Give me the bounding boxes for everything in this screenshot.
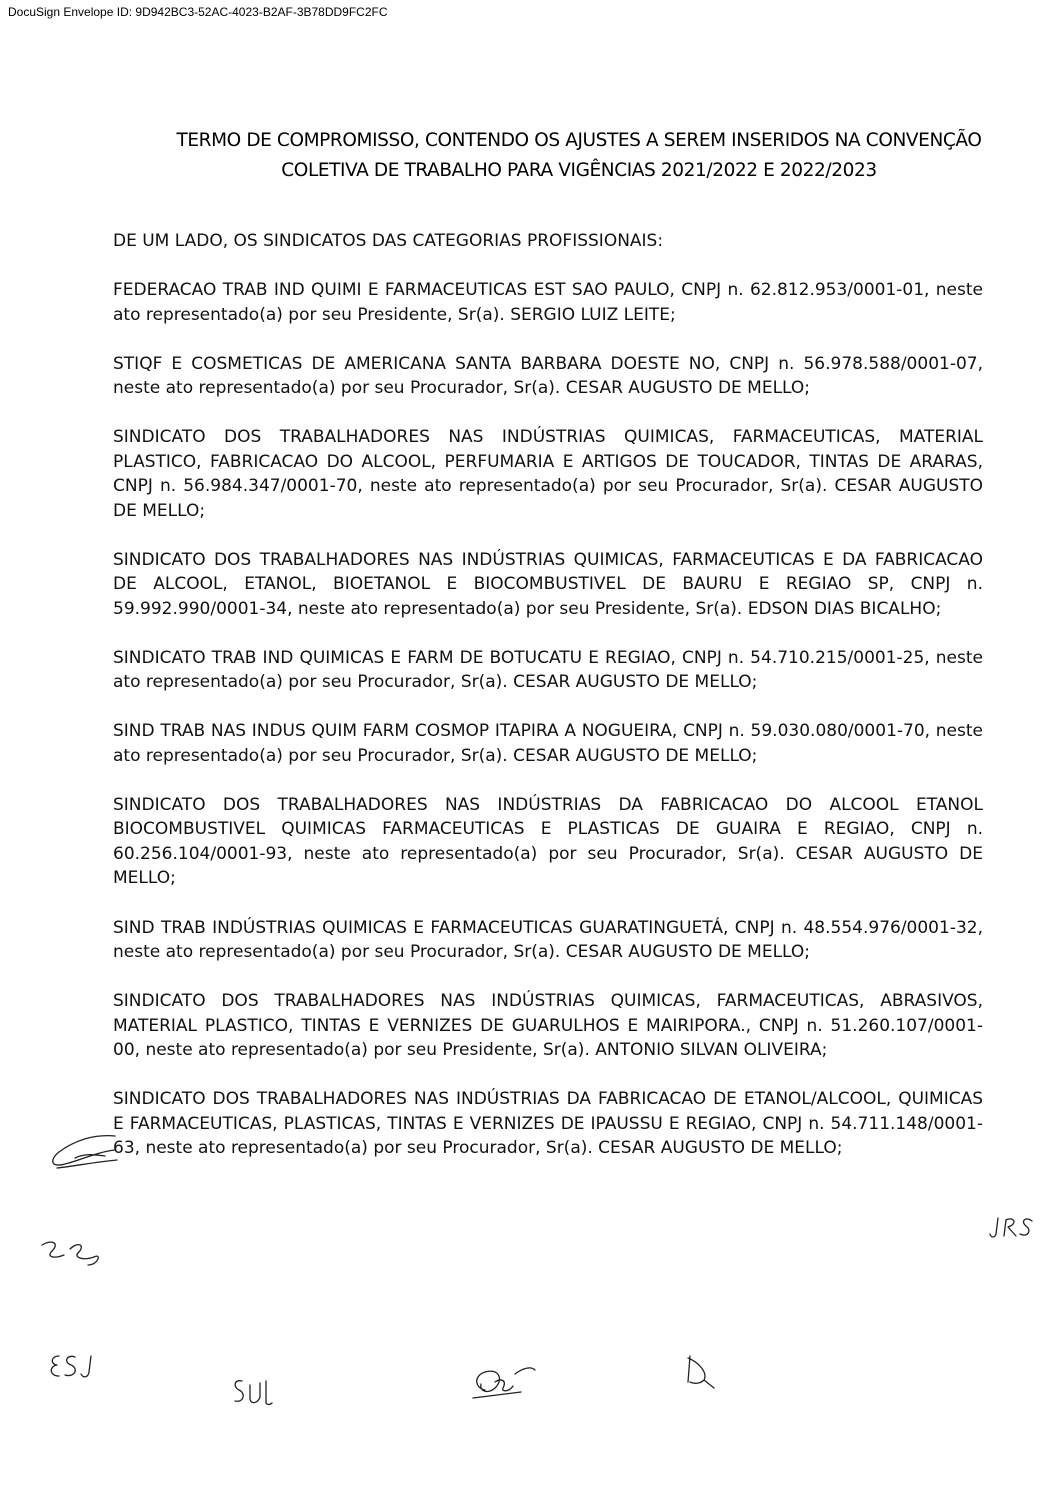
party-paragraph: SIND TRAB INDÚSTRIAS QUIMICAS E FARMACEUTICAS GUARATINGUETÁ, CNPJ n. 48.554.976/0001-32, neste ato representado(a) por seu Procurador, Sr(a). CESAR AUGUSTO DE MELLO; (113, 917, 983, 962)
party-paragraph: SINDICATO DOS TRABALHADORES NAS INDÚSTRIAS QUIMICAS, FARMACEUTICAS E DA FABRICACAO DE ALCOOL, ETANOL, BIOETANOL E BIOCOMBUSTIVEL DE BAURU E REGIAO SP, CNPJ n. 59.992.990/0001-34, neste ato representado(a) por seu Presidente, Sr(a). EDSON DIAS BICALHO; (113, 549, 983, 619)
party-paragraph: SIND TRAB NAS INDUS QUIM FARM COSMOP ITAPIRA A NOGUEIRA, CNPJ n. 59.030.080/0001-70, neste ato representado(a) por seu Procurador, Sr(a). CESAR AUGUSTO DE MELLO; (113, 721, 983, 766)
party-paragraph: SINDICATO DOS TRABALHADORES NAS INDÚSTRIAS QUIMICAS, FARMACEUTICAS, MATERIAL PLASTICO, FABRICACAO DO ALCOOL, PERFUMARIA E ARTIGOS DE TOUCADOR, TINTAS DE ARARAS, CNPJ n. 56.984.347/0001-70, neste ato representado(a) por seu Procurador, Sr(a). CESAR AUGUSTO DE MELLO; (113, 427, 983, 521)
handwritten-signature-bottom (465, 1360, 540, 1410)
docusign-envelope-id: DocuSign Envelope ID: 9D942BC3-52AC-4023-B2AF-3B78DD9FC2FC (8, 5, 388, 19)
initials-left-margin (47, 1350, 97, 1387)
initials-right-margin (988, 1212, 1038, 1247)
handwritten-mark-bottom-right (678, 1352, 723, 1397)
handwritten-mark-left (38, 1235, 108, 1280)
title-line-1: TERMO DE COMPROMISSO, CONTENDO OS AJUSTES A SEREM INSERIDOS NA CONVENÇÃO (176, 130, 982, 151)
handwritten-signature-scribble (45, 1130, 125, 1185)
intro-heading: DE UM LADO, OS SINDICATOS DAS CATEGORIAS PROFISSIONAIS: (113, 231, 664, 251)
party-paragraph: FEDERACAO TRAB IND QUIMI E FARMACEUTICAS EST SAO PAULO, CNPJ n. 62.812.953/0001-01, neste ato representado(a) por seu Presidente, Sr(a). SERGIO LUIZ LEITE; (113, 280, 983, 325)
document-body (113, 229, 983, 1185)
document-title (100, 126, 1058, 186)
initials-bottom-left (230, 1375, 275, 1415)
party-paragraph: SINDICATO DOS TRABALHADORES NAS INDÚSTRIAS QUIMICAS, FARMACEUTICAS, ABRASIVOS, MATERIAL PLASTICO, TINTAS E VERNIZES DE GUARULHOS E MAIRIPORA., CNPJ n. 51.260.107/0001-00, neste ato representado(a) por seu Presidente, Sr(a). ANTONIO SILVAN OLIVEIRA; (113, 991, 983, 1060)
party-paragraph: STIQF E COSMETICAS DE AMERICANA SANTA BARBARA DOESTE NO, CNPJ n. 56.978.588/0001-07, neste ato representado(a) por seu Procurador, Sr(a). CESAR AUGUSTO DE MELLO; (113, 353, 983, 399)
party-paragraph: SINDICATO TRAB IND QUIMICAS E FARM DE BOTUCATU E REGIAO, CNPJ n. 54.710.215/0001-25, neste ato representado(a) por seu Procurador, Sr(a). CESAR AUGUSTO DE MELLO; (113, 647, 983, 693)
party-paragraph: SINDICATO DOS TRABALHADORES NAS INDÚSTRIAS DA FABRICACAO DO ALCOOL ETANOL BIOCOMBUSTIVEL QUIMICAS FARMACEUTICAS E PLASTICAS DE GUAIRA E REGIAO, CNPJ n. 60.256.104/0001-93, neste ato representado(a) por seu Procurador, Sr(a). CESAR AUGUSTO DE MELLO; (113, 795, 983, 889)
party-paragraph: SINDICATO DOS TRABALHADORES NAS INDÚSTRIAS DA FABRICACAO DE ETANOL/ALCOOL, QUIMICAS E FARMACEUTICAS, PLASTICAS, TINTAS E VERNIZES DE IPAUSSU E REGIAO, CNPJ n. 54.711.148/0001-63, neste ato representado(a) por seu Procurador, Sr(a). CESAR AUGUSTO DE MELLO; (113, 1089, 983, 1158)
title-line-2: COLETIVA DE TRABALHO PARA VIGÊNCIAS 2021/2022 E 2022/2023 (281, 160, 877, 181)
